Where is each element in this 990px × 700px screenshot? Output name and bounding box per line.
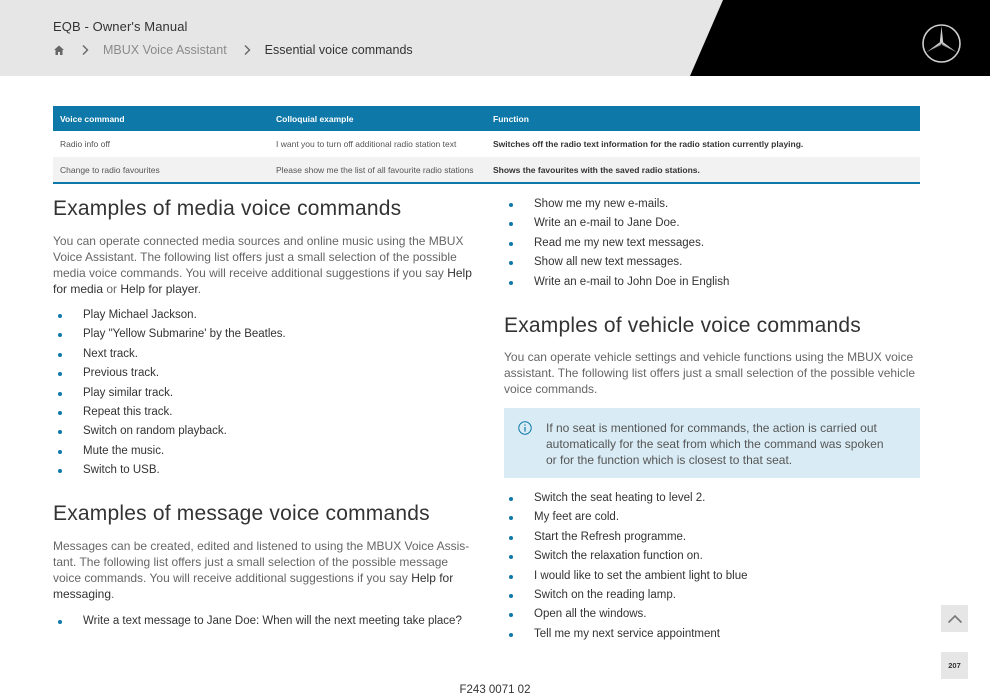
breadcrumb-current: Essential voice commands — [264, 43, 413, 57]
media-command-list — [53, 306, 286, 481]
table-cell: Change to radio favourites — [53, 157, 269, 183]
chevron-right-icon — [243, 44, 251, 56]
column-header: Function — [486, 106, 920, 131]
table-cell: Shows the favourites with the saved radio stations. — [486, 157, 920, 183]
table-cell: I want you to turn off additional radio station text — [276, 139, 457, 149]
chevron-right-icon — [81, 44, 89, 56]
list-item: Tell me my next service appointment — [504, 625, 748, 644]
message-heading: Examples of message voice commands — [53, 502, 430, 525]
table-cell: Switches off the radio text information for the radio station currently playing. — [493, 139, 804, 149]
list-item: Read me my new text messages. — [504, 234, 729, 253]
vehicle-command-list — [504, 489, 748, 644]
list-item: Switch the relaxation function on. — [504, 547, 748, 566]
breadcrumb-parent-link[interactable]: MBUX Voice Assistant — [103, 43, 227, 57]
list-item: Write an e-mail to Jane Doe. — [504, 214, 729, 233]
voice-command-table — [53, 106, 920, 184]
keyword-help-for-media: Help for media — [53, 266, 472, 296]
list-item: Switch on random playback. — [53, 422, 286, 441]
list-item: Start the Refresh programme. — [504, 528, 748, 547]
media-intro-text: You can operate connected media sources and online music using the MBUX Voice Assistant. The following list offers just a small selection of the possible media voice commands. You will receive additional suggestions if you say — [53, 234, 464, 280]
keyword-help-for-player: Help for player — [120, 282, 198, 296]
list-item: Open all the windows. — [504, 605, 748, 624]
scroll-to-top-button[interactable] — [941, 605, 968, 632]
info-note-text: If no seat is mentioned for commands, the action is carried out automatically for the seat from which the command was spoken or for the function which is closest to that seat. — [546, 421, 884, 467]
column-header: Voice command — [53, 106, 269, 131]
keyword-help-for-messaging: Help for messaging — [53, 571, 454, 601]
image-reference-code: F243 0071 02 — [459, 684, 531, 696]
list-item: Write a text message to Jane Doe: When will the next meeting take place? — [53, 612, 462, 631]
media-intro-text: or — [103, 282, 121, 296]
table-row — [53, 157, 920, 183]
message-intro-text: . — [111, 587, 115, 601]
list-item: Show all new text messages. — [504, 253, 729, 272]
table-header-row — [53, 106, 920, 131]
home-icon[interactable] — [53, 44, 65, 56]
message-intro — [53, 538, 473, 602]
list-item: Switch to USB. — [53, 461, 286, 480]
table-cell: Please show me the list of all favourite radio stations — [269, 157, 486, 183]
message-command-list-continued — [504, 195, 729, 292]
manual-title: EQB - Owner's Manual — [53, 19, 188, 34]
media-intro — [53, 233, 473, 297]
list-item: Show me my new e-mails. — [504, 195, 729, 214]
list-item: Mute the music. — [53, 442, 286, 461]
list-item: Previous track. — [53, 364, 286, 383]
table-row — [53, 131, 920, 157]
info-note — [504, 408, 920, 478]
list-item: Play similar track. — [53, 384, 286, 403]
column-header: Colloquial example — [269, 106, 486, 131]
media-heading: Examples of media voice commands — [53, 197, 402, 220]
media-intro-text: . — [197, 282, 202, 296]
list-item: I would like to set the ambient light to blue — [504, 567, 748, 586]
message-intro-text: Messages can be created, edited and listened to using the MBUX Voice Assis-tant. The following list offers just a small selection of the possible message voice commands. You will receive additional suggestions if you say — [53, 539, 470, 585]
message-command-list — [53, 612, 462, 631]
vehicle-heading: Examples of vehicle voice commands — [504, 314, 861, 337]
vehicle-intro: You can operate vehicle settings and vehicle functions using the MBUX voice assistant. The following list offers just a small selection of the possible vehicle voice commands. — [504, 350, 916, 396]
list-item: My feet are cold. — [504, 508, 748, 527]
list-item: Switch on the reading lamp. — [504, 586, 748, 605]
list-item: Play "Yellow Submarine' by the Beatles. — [53, 325, 286, 344]
info-icon — [518, 421, 532, 435]
list-item: Next track. — [53, 345, 286, 364]
table-cell: Radio info off — [60, 139, 110, 149]
list-item: Play Michael Jackson. — [53, 306, 286, 325]
list-item: Repeat this track. — [53, 403, 286, 422]
list-item: Write an e-mail to John Doe in English — [504, 273, 729, 292]
list-item: Switch the seat heating to level 2. — [504, 489, 748, 508]
breadcrumb — [53, 42, 413, 58]
chevron-up-icon — [947, 614, 963, 624]
mercedes-star-logo[interactable] — [921, 23, 962, 64]
page-number-badge: 207 — [941, 652, 968, 679]
